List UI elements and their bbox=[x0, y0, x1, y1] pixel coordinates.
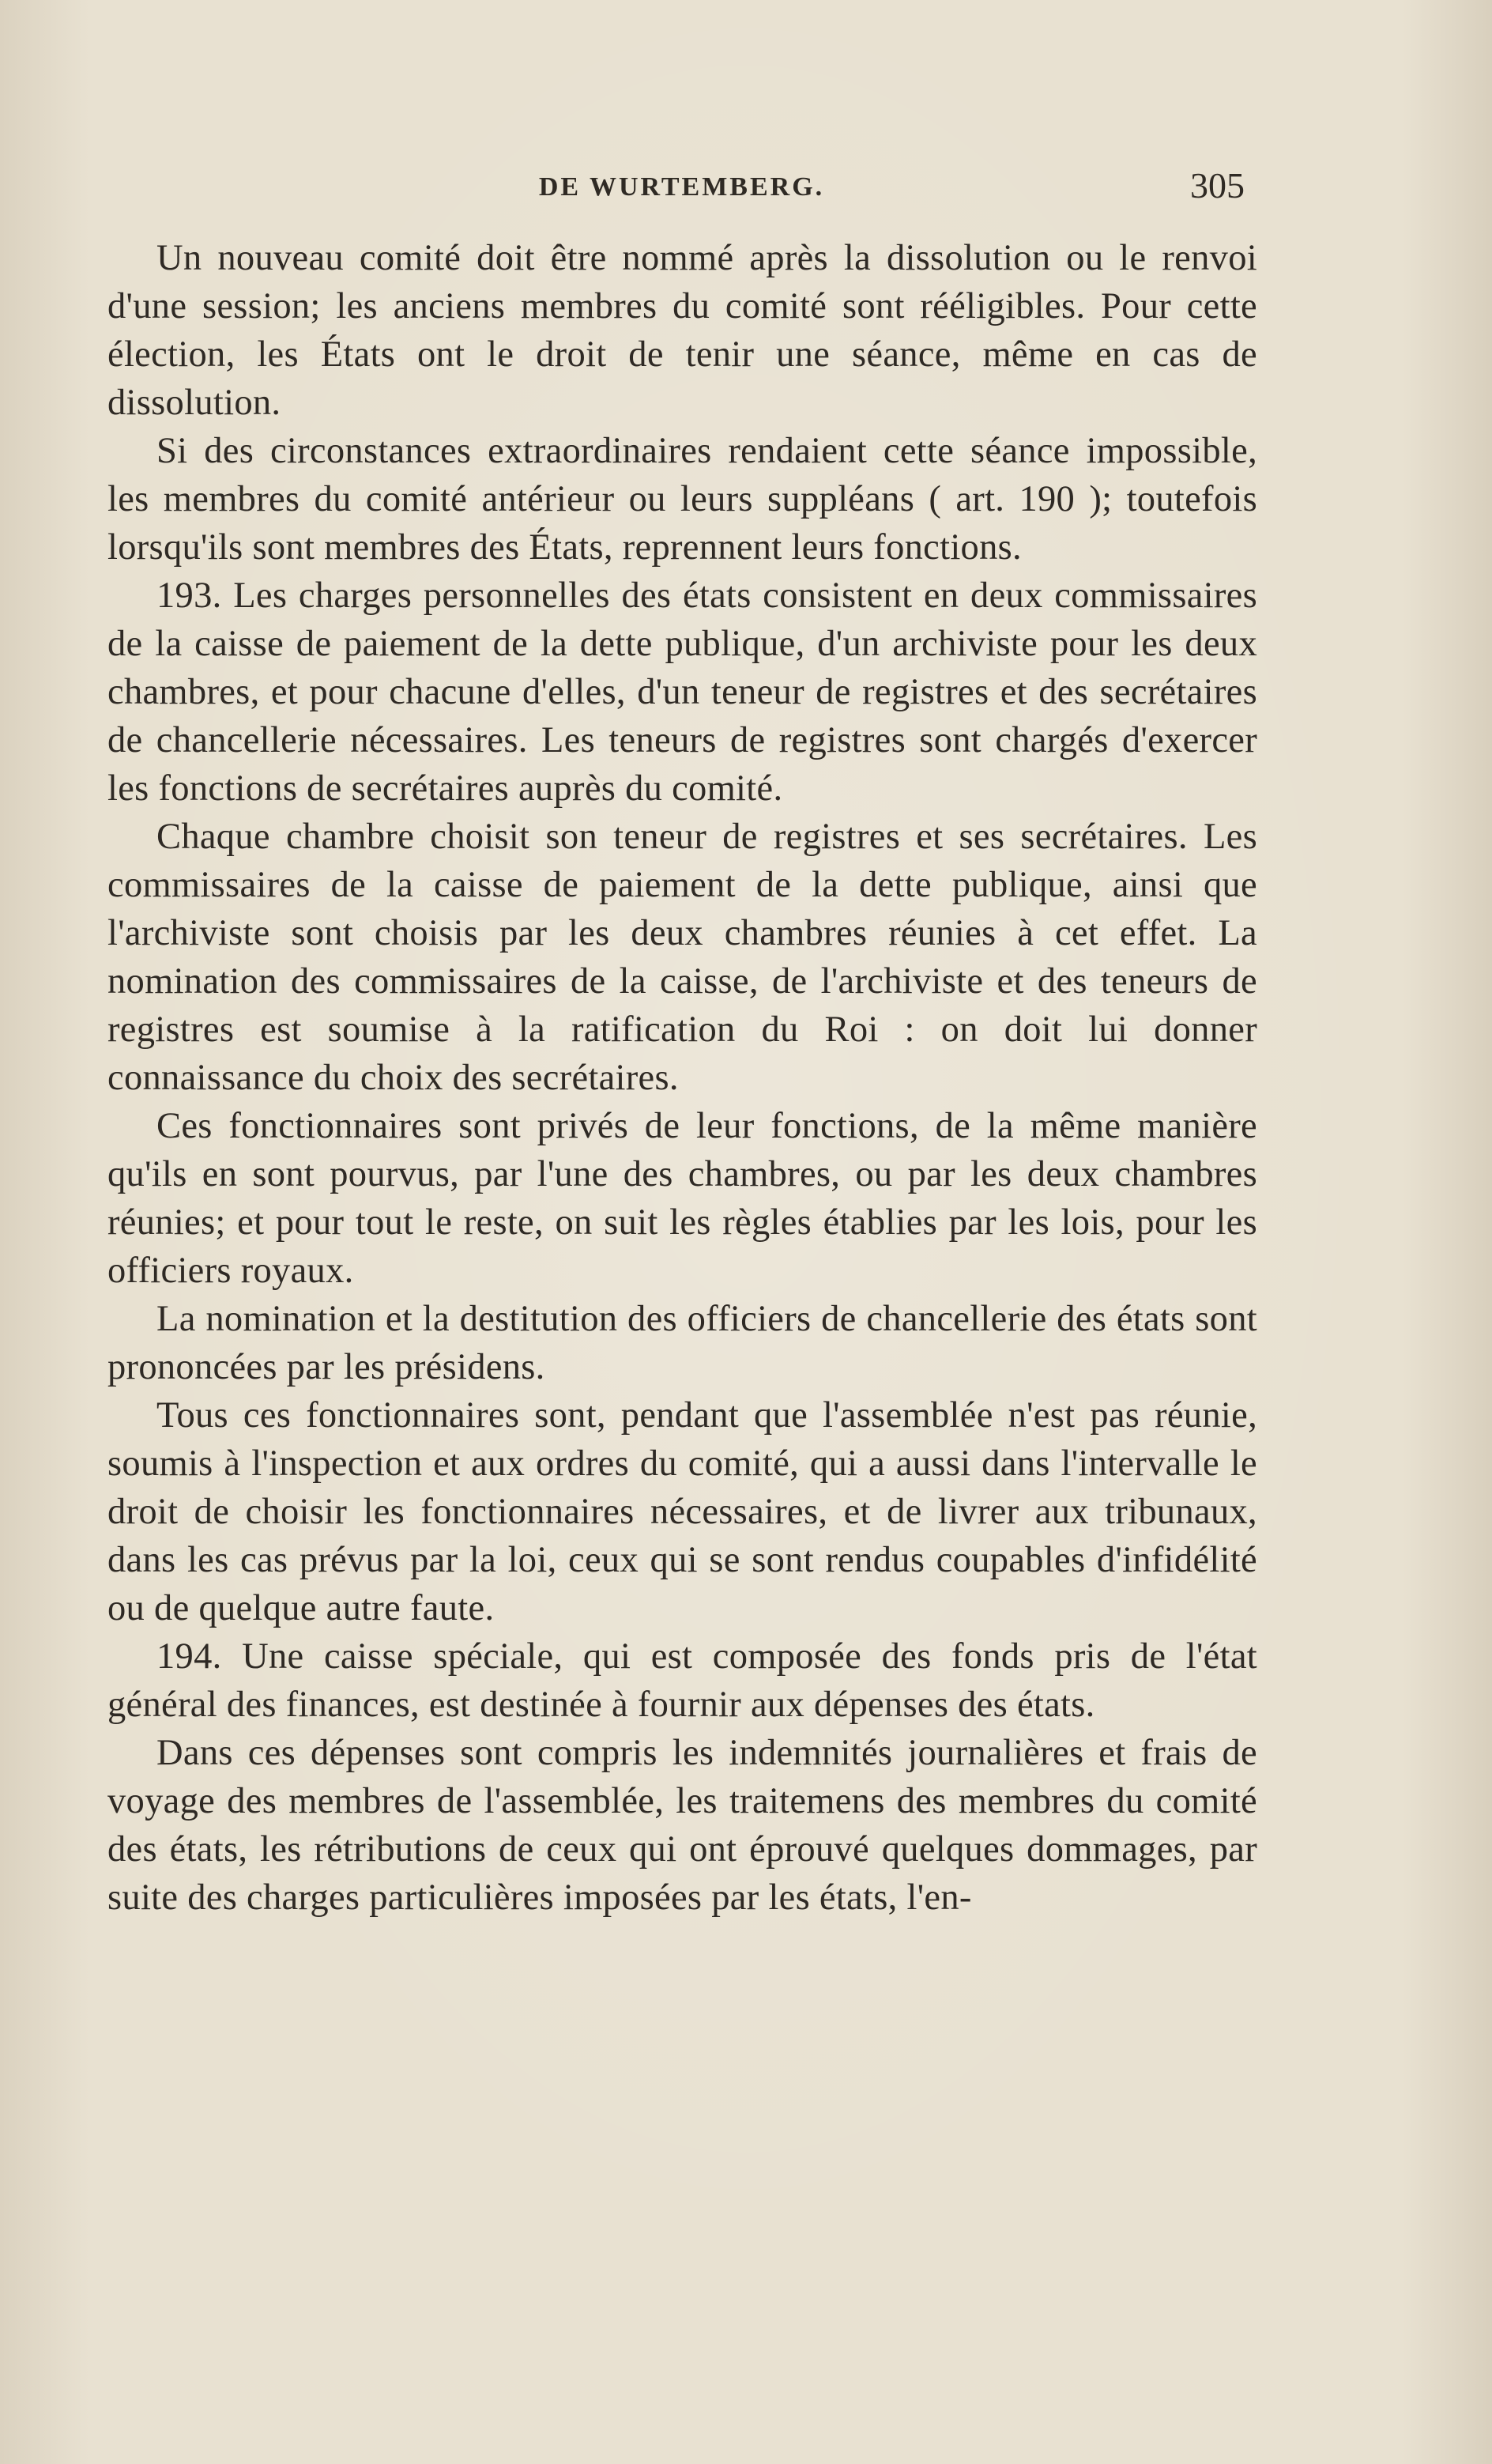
paragraph: Si des circonstances extraordinaires rendaient cette séance impossible, les membres du comité antérieur ou leurs suppléans ( art. 190 ); toutefois lorsqu'ils sont membres des États, reprennent leurs fonctions. bbox=[107, 431, 1257, 568]
page-header bbox=[111, 165, 1253, 220]
paragraph: Dans ces dépenses sont compris les indemnités journalières et frais de voyage des membres de l'assemblée, les traitemens des membres du comité des états, les rétributions de ceux qui ont éprouvé quelques dommages, par suite des charges particulières imposées par les états, l'en- bbox=[107, 1733, 1257, 1918]
paragraph: Chaque chambre choisit son teneur de registres et ses secrétaires. Les commissaires de la caisse de paiement de la dette publique, ainsi que l'archiviste sont choisis par les deux chambres réunies à cet effet. La nomination des commissaires de la caisse, de l'archiviste et des teneurs de registres est soumise à la ratification du Roi : on doit lui donner connaissance du choix des secrétaires. bbox=[107, 817, 1257, 1098]
body-text bbox=[107, 234, 1257, 1922]
paragraph: 193. Les charges personnelles des états consistent en deux commissaires de la caisse de paiement de la dette publique, d'un archiviste pour les deux chambres, et pour chacune d'elles, d'un teneur de registres et des secrétaires de chancellerie nécessaires. Les teneurs de registres sont chargés d'exercer les fonctions de secrétaires auprès du comité. bbox=[107, 575, 1257, 809]
paragraph: 194. Une caisse spéciale, qui est composée des fonds pris de l'état général des finances, est destinée à fournir aux dépenses des états. bbox=[107, 1636, 1257, 1725]
paragraph: Un nouveau comité doit être nommé après la dissolution ou le renvoi d'une session; les anciens membres du comité sont rééligibles. Pour cette élection, les États ont le droit de tenir une séance, même en cas de dissolution. bbox=[107, 238, 1257, 423]
running-head: DE WURTEMBERG. bbox=[538, 172, 825, 202]
paragraph: La nomination et la destitution des officiers de chancellerie des états sont prononcées par les présidens. bbox=[107, 1299, 1257, 1387]
page-number: 305 bbox=[1190, 165, 1245, 206]
paragraph: Tous ces fonctionnaires sont, pendant que l'assemblée n'est pas réunie, soumis à l'inspection et aux ordres du comité, qui a aussi dans l'intervalle le droit de choisir les fonctionnaires nécessaires, et de livrer aux tribunaux, dans les cas prévus par la loi, ceux qui se sont rendus coupables d'infidélité ou de quelque autre faute. bbox=[107, 1395, 1257, 1628]
paragraph: Ces fonctionnaires sont privés de leur fonctions, de la même manière qu'ils en sont pourvus, par l'une des chambres, ou par les deux chambres réunies; et pour tout le reste, on suit les règles établies par les lois, pour les officiers royaux. bbox=[107, 1106, 1257, 1291]
